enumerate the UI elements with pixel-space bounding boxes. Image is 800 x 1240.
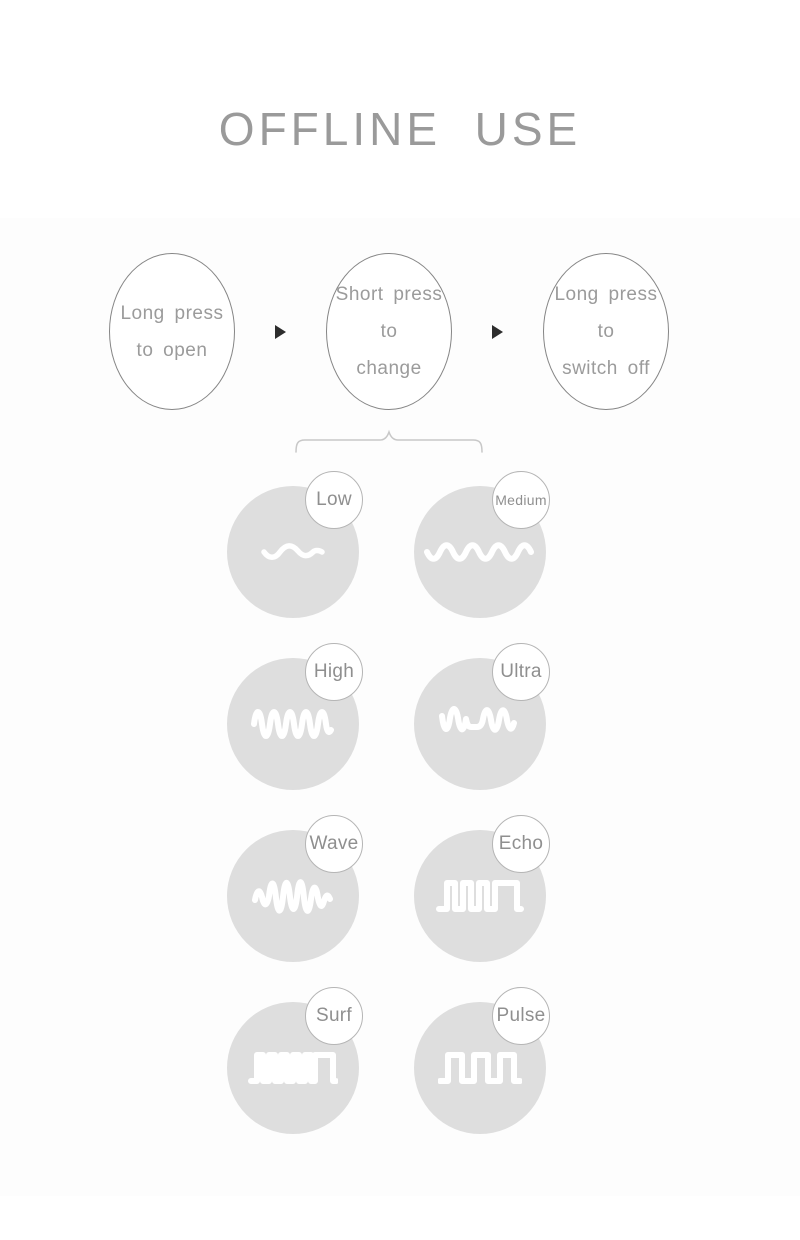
mode-label: Medium bbox=[495, 492, 547, 508]
flow-step-line: Long press to bbox=[554, 284, 658, 342]
mode-grid bbox=[200, 466, 574, 1154]
mode-item bbox=[200, 810, 387, 982]
wave-irregular-icon bbox=[252, 870, 334, 922]
mode-label: Echo bbox=[498, 833, 544, 854]
wave-medium-icon bbox=[424, 536, 536, 568]
wave-low-icon bbox=[261, 538, 325, 566]
mode-label-badge bbox=[492, 815, 550, 873]
wave-high-icon bbox=[251, 703, 335, 745]
flow-step-open bbox=[109, 253, 235, 410]
wave-ultra-icon bbox=[438, 704, 522, 744]
mode-label: Surf bbox=[315, 1005, 353, 1026]
right-arrow-icon bbox=[275, 325, 286, 339]
flow-step-line: switch off bbox=[562, 358, 650, 379]
page-title: OFFLINE USE bbox=[218, 103, 582, 155]
mode-label: Low bbox=[316, 489, 352, 510]
flow-step-line: change bbox=[356, 358, 422, 379]
mode-label-badge bbox=[492, 987, 550, 1045]
square-echo-icon bbox=[436, 878, 524, 914]
mode-label: Wave bbox=[309, 833, 359, 854]
square-pulse-icon bbox=[438, 1050, 522, 1086]
right-arrow-icon bbox=[492, 325, 503, 339]
mode-label-badge bbox=[305, 643, 363, 701]
mode-item bbox=[200, 982, 387, 1154]
mode-label-badge bbox=[305, 471, 363, 529]
press-flow bbox=[109, 253, 669, 410]
mode-label-badge bbox=[492, 643, 550, 701]
mode-item bbox=[200, 638, 387, 810]
mode-label-badge bbox=[305, 815, 363, 873]
mode-item bbox=[387, 982, 574, 1154]
mode-label: High bbox=[313, 661, 355, 682]
flow-step-change bbox=[326, 253, 452, 410]
mode-item bbox=[200, 466, 387, 638]
mode-label: Ultra bbox=[500, 661, 542, 682]
flow-step-switch-off bbox=[543, 253, 669, 410]
flow-step-line: Short press to bbox=[335, 284, 443, 342]
mode-label-badge bbox=[305, 987, 363, 1045]
mode-label: Pulse bbox=[496, 1005, 546, 1026]
flow-step-line: Long press bbox=[120, 302, 224, 324]
mode-label-badge bbox=[492, 471, 550, 529]
mode-item bbox=[387, 466, 574, 638]
mode-item bbox=[387, 638, 574, 810]
flow-step-line: to open bbox=[136, 339, 208, 361]
mode-item bbox=[387, 810, 574, 982]
brace-icon bbox=[294, 429, 484, 458]
square-surf-icon bbox=[248, 1050, 338, 1086]
